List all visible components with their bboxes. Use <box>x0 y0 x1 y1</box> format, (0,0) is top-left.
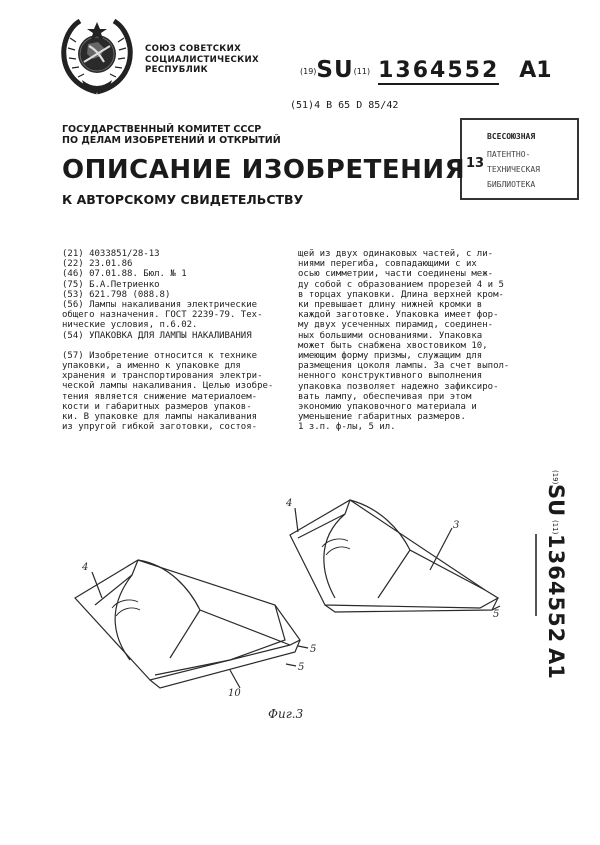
abstract-line: (57) Изобретение относится к технике <box>62 350 258 361</box>
abstract-line: из упругой гибкой заготовки, состоя- <box>62 422 258 433</box>
abstract-line: ки превышает длину нижней кромки в <box>298 300 483 311</box>
abstract-line: щей из двух одинаковых частей, с ли- <box>298 249 494 259</box>
left-column <box>62 249 273 432</box>
abstract-line: ду собой с образованием прорезей 4 и 5 <box>298 279 504 290</box>
stamp-mark: 13 <box>466 156 485 171</box>
bib-line: нические условия, п.6.02. <box>62 320 198 331</box>
ussr-emblem-icon <box>58 16 136 96</box>
bib-line: (21) 4033851/28-13 <box>62 249 160 259</box>
vertical-patent-number: 1364552 <box>544 534 568 644</box>
abstract-line: тения является снижение материалоем- <box>62 391 258 402</box>
committee-line: ГОСУДАРСТВЕННЫЙ КОМИТЕТ СССР <box>62 124 262 135</box>
bib-line: (22) 23.01.86 <box>62 259 133 270</box>
right-column <box>298 249 509 433</box>
abstract-line: уменьшение габаритных размеров. <box>298 412 466 423</box>
document-subtitle: К АВТОРСКОМУ СВИДЕТЕЛЬСТВУ <box>62 192 304 207</box>
label-10: 10 <box>228 688 241 699</box>
abstract-line: кости и габаритных размеров упаков- <box>62 401 252 412</box>
patent-number: 1364552 <box>378 58 500 83</box>
committee-name <box>62 124 281 146</box>
bib-line: (53) 621.798 (088.8) <box>62 289 171 300</box>
label-4-right: 4 <box>286 498 293 509</box>
bib-line: (54) УПАКОВКА ДЛЯ ЛАМПЫ НАКАЛИВАНИЯ <box>62 330 252 341</box>
country-code: SU <box>316 57 354 83</box>
abstract-line: хранения и транспортирования электри- <box>62 371 263 382</box>
abstract-line: вать лампу, обеспечивая при этом <box>298 391 472 402</box>
bib-line <box>62 341 273 351</box>
abstract-line: каждой заготовке. Упаковка имеет фор- <box>298 310 499 321</box>
abstract-line: ниями перегиба, совпадающими с их <box>298 259 477 270</box>
abstract-line: упаковки, а именно к упаковке для <box>62 361 241 372</box>
abstract-line: упаковка позволяет надежно зафиксиро- <box>298 381 499 392</box>
vertical-country: SU <box>544 484 568 517</box>
union-line: РЕСПУБЛИК <box>145 65 208 75</box>
abstract-line: экономию упаковочного материала и <box>298 402 477 413</box>
bib-line: (56) Лампы накаливания электрические <box>62 300 258 311</box>
stamp-line: ВСЕСОЮЗНАЯ <box>487 132 536 141</box>
abstract-line: му двух усеченных пирамид, соединен- <box>298 320 494 331</box>
figure-caption: Фиг.3 <box>268 707 304 721</box>
abstract-line: имеющим форму призмы, служащим для <box>298 351 483 362</box>
union-line: СОЮЗ СОВЕТСКИХ <box>145 44 242 54</box>
vertical-kind: A1 <box>544 648 568 679</box>
stamp-line: ТЕХНИЧЕСКАЯ <box>487 165 540 174</box>
abstract-line: осью симметрии, части соединены меж- <box>298 269 494 280</box>
figure-3-drawing <box>60 480 530 730</box>
label-5-right: 5 <box>493 609 500 620</box>
label-5-left-upper: 5 <box>310 644 317 655</box>
stamp-line: ПАТЕНТНО- <box>487 150 531 159</box>
inid-code-11: (11) <box>353 67 371 76</box>
abstract-line: ческой лампы накаливания. Целью изобре- <box>62 381 274 392</box>
abstract-line: ных большими основаниями. Упаковка <box>298 330 483 341</box>
package-outline <box>75 560 300 680</box>
vertical-code-19: (19) <box>551 470 559 485</box>
abstract-line: размещения цоколя лампы. За счет выпол- <box>298 361 510 372</box>
package-outline <box>290 500 498 608</box>
ipc-classification: (51)4 В 65 D 85/42 <box>290 100 399 111</box>
label-4-left: 4 <box>82 562 89 573</box>
vertical-code-11: (11) <box>551 520 559 535</box>
label-3: 3 <box>453 520 460 531</box>
publication-number <box>300 57 552 83</box>
library-stamp <box>460 118 579 200</box>
inid-code-19: (19) <box>300 67 317 76</box>
committee-line: ПО ДЕЛАМ ИЗОБРЕТЕНИЙ И ОТКРЫТИЙ <box>62 135 281 146</box>
bib-line: (46) 07.01.88. Бюл. № 1 <box>62 269 187 280</box>
document-title: ОПИСАНИЕ ИЗОБРЕТЕНИЯ <box>62 155 466 185</box>
abstract-line: ненного конструктивного выполнения <box>298 371 483 382</box>
stamp-line: БИБЛИОТЕКА <box>487 180 536 189</box>
bib-line: (75) Б.А.Петриенко <box>62 279 160 290</box>
abstract-line: 1 з.п. ф-лы, 5 ил. <box>298 422 396 433</box>
abstract-line: ки. В упаковке для лампы накаливания <box>62 412 258 423</box>
kind-code: A1 <box>519 58 552 83</box>
vertical-publication-number <box>533 470 568 680</box>
label-5-left-lower: 5 <box>298 662 305 673</box>
abstract-line: в торцах упаковки. Длина верхней кром- <box>298 289 504 300</box>
abstract-line: может быть снабжена хвостовиком 10, <box>298 340 488 351</box>
union-name <box>145 44 259 76</box>
bib-line: общего назначения. ГОСТ 2239-79. Тех- <box>62 310 263 321</box>
union-line: СОЦИАЛИСТИЧЕСКИХ <box>145 54 259 65</box>
